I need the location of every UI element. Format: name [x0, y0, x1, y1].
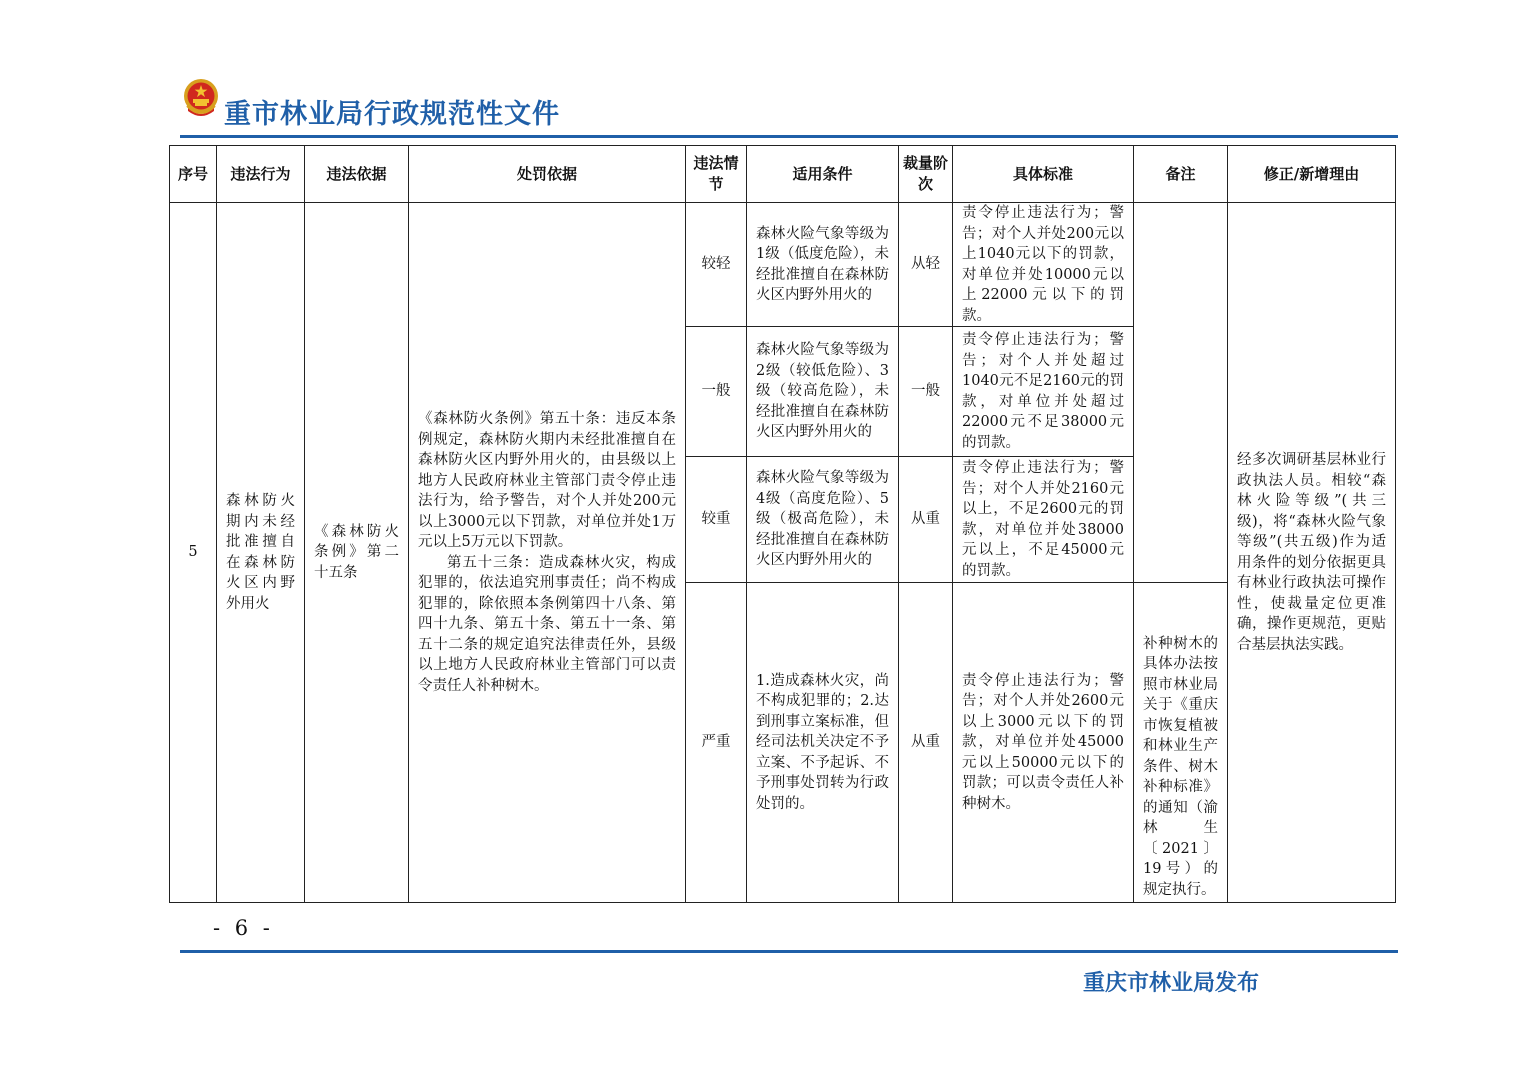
standard-heavier: 责令停止违法行为；警告；对个人并处2160元以上，不足2600元的罚款，对单位并处38000元以上，不足45000元的罚款。 — [953, 457, 1134, 583]
degree-light: 从轻 — [899, 203, 953, 327]
header-divider — [180, 135, 1398, 138]
circumstance-light: 较轻 — [686, 203, 747, 327]
condition-heavier: 森林火险气象等级为4级（高度危险）、5级（极高危险），未经批准擅自在森林防火区内野外用火的 — [747, 457, 899, 583]
col-header-reason: 修正/新增理由 — [1228, 146, 1396, 203]
col-header-circumstance: 违法情节 — [686, 146, 747, 203]
degree-general: 一般 — [899, 327, 953, 457]
revision-reason-text: 经多次调研基层林业行政执法人员。相较“森林火险等级”(共三级)，将“森林火险气象等级”(共五级)作为适用条件的划分依据更具有林业行政执法可操作性，使裁量定位更准确，操作更规范，更贴合基层执法实践。 — [1228, 203, 1396, 903]
col-header-standard: 具体标准 — [953, 146, 1134, 203]
circumstance-heavier: 较重 — [686, 457, 747, 583]
condition-light: 森林火险气象等级为1级（低度危险），未经批准擅自在森林防火区内野外用火的 — [747, 203, 899, 327]
table-row — [170, 203, 1396, 327]
condition-general: 森林火险气象等级为2级（较低危险）、3级（较高危险），未经批准擅自在森林防火区内野外用火的 — [747, 327, 899, 457]
standard-general: 责令停止违法行为；警告；对个人并处超过1040元不足2160元的罚款，对单位并处超过22000元不足38000元的罚款。 — [953, 327, 1134, 457]
row-number: 5 — [170, 203, 217, 903]
standard-serious: 责令停止违法行为；警告；对个人并处2600元以上3000元以下的罚款，对单位并处45000元以上50000元以下的罚款；可以责令责任人补种树木。 — [953, 583, 1134, 903]
header-title: 重市林业局行政规范性文件 — [224, 99, 560, 130]
col-header-note: 备注 — [1134, 146, 1228, 203]
discretion-standard-table — [169, 145, 1396, 903]
document-header — [180, 78, 1398, 142]
degree-serious: 从重 — [899, 583, 953, 903]
col-header-degree: 裁量阶次 — [899, 146, 953, 203]
table-header-row — [170, 146, 1396, 203]
penalty-basis-article-53: 第五十三条：造成森林火灾，构成犯罪的，依法追究刑事责任；尚不构成犯罪的，除依照本条例第四十八条、第四十九条、第五十条、第五十一条、第五十二条的规定追究法律责任外，县级以上地方人民政府林业主管部门可以责令责任人补种树木。 — [418, 554, 676, 694]
col-header-legal-basis: 违法依据 — [305, 146, 409, 203]
degree-heavier: 从重 — [899, 457, 953, 583]
publisher-label: 重庆市林业局发布 — [1083, 971, 1260, 996]
circumstance-serious: 严重 — [686, 583, 747, 903]
penalty-basis-cell — [409, 203, 686, 903]
col-header-penalty-basis: 处罚依据 — [409, 146, 686, 203]
legal-basis-text: 《森林防火条例》第二十五条 — [305, 203, 409, 903]
standard-light: 责令停止违法行为；警告；对个人并处200元以上1040元以下的罚款，对单位并处10000元以上22000元以下的罚款。 — [953, 203, 1134, 327]
note-text: 补种树木的具体办法按照市林业局关于《重庆市恢复植被和林业生产条件、树木补种标准》的通知（渝林生〔2021〕19号）的规定执行。 — [1134, 583, 1228, 903]
page-number: - 6 - — [213, 916, 274, 940]
penalty-basis-article-50: 《森林防火条例》第五十条：违反本条例规定，森林防火期内未经批准擅自在森林防火区内野外用火的，由县级以上地方人民政府林业主管部门责令停止违法行为，给予警告，对个人并处200元以上3000元以下罚款，对单位并处1万元以上5万元以下罚款。 — [418, 411, 676, 550]
col-header-no: 序号 — [170, 146, 217, 203]
condition-serious: 1.造成森林火灾，尚不构成犯罪的；2.达到刑事立案标准，但经司法机关决定不予立案、不予起诉、不予刑事处罚转为行政处罚的。 — [747, 583, 899, 903]
violation-text: 森林防火期内未经批准擅自在森林防火区内野外用火 — [217, 203, 305, 903]
col-header-condition: 适用条件 — [747, 146, 899, 203]
footer-divider — [180, 950, 1398, 953]
circumstance-general: 一般 — [686, 327, 747, 457]
national-emblem-icon — [182, 78, 220, 118]
note-empty-cell — [1134, 203, 1228, 583]
col-header-violation: 违法行为 — [217, 146, 305, 203]
